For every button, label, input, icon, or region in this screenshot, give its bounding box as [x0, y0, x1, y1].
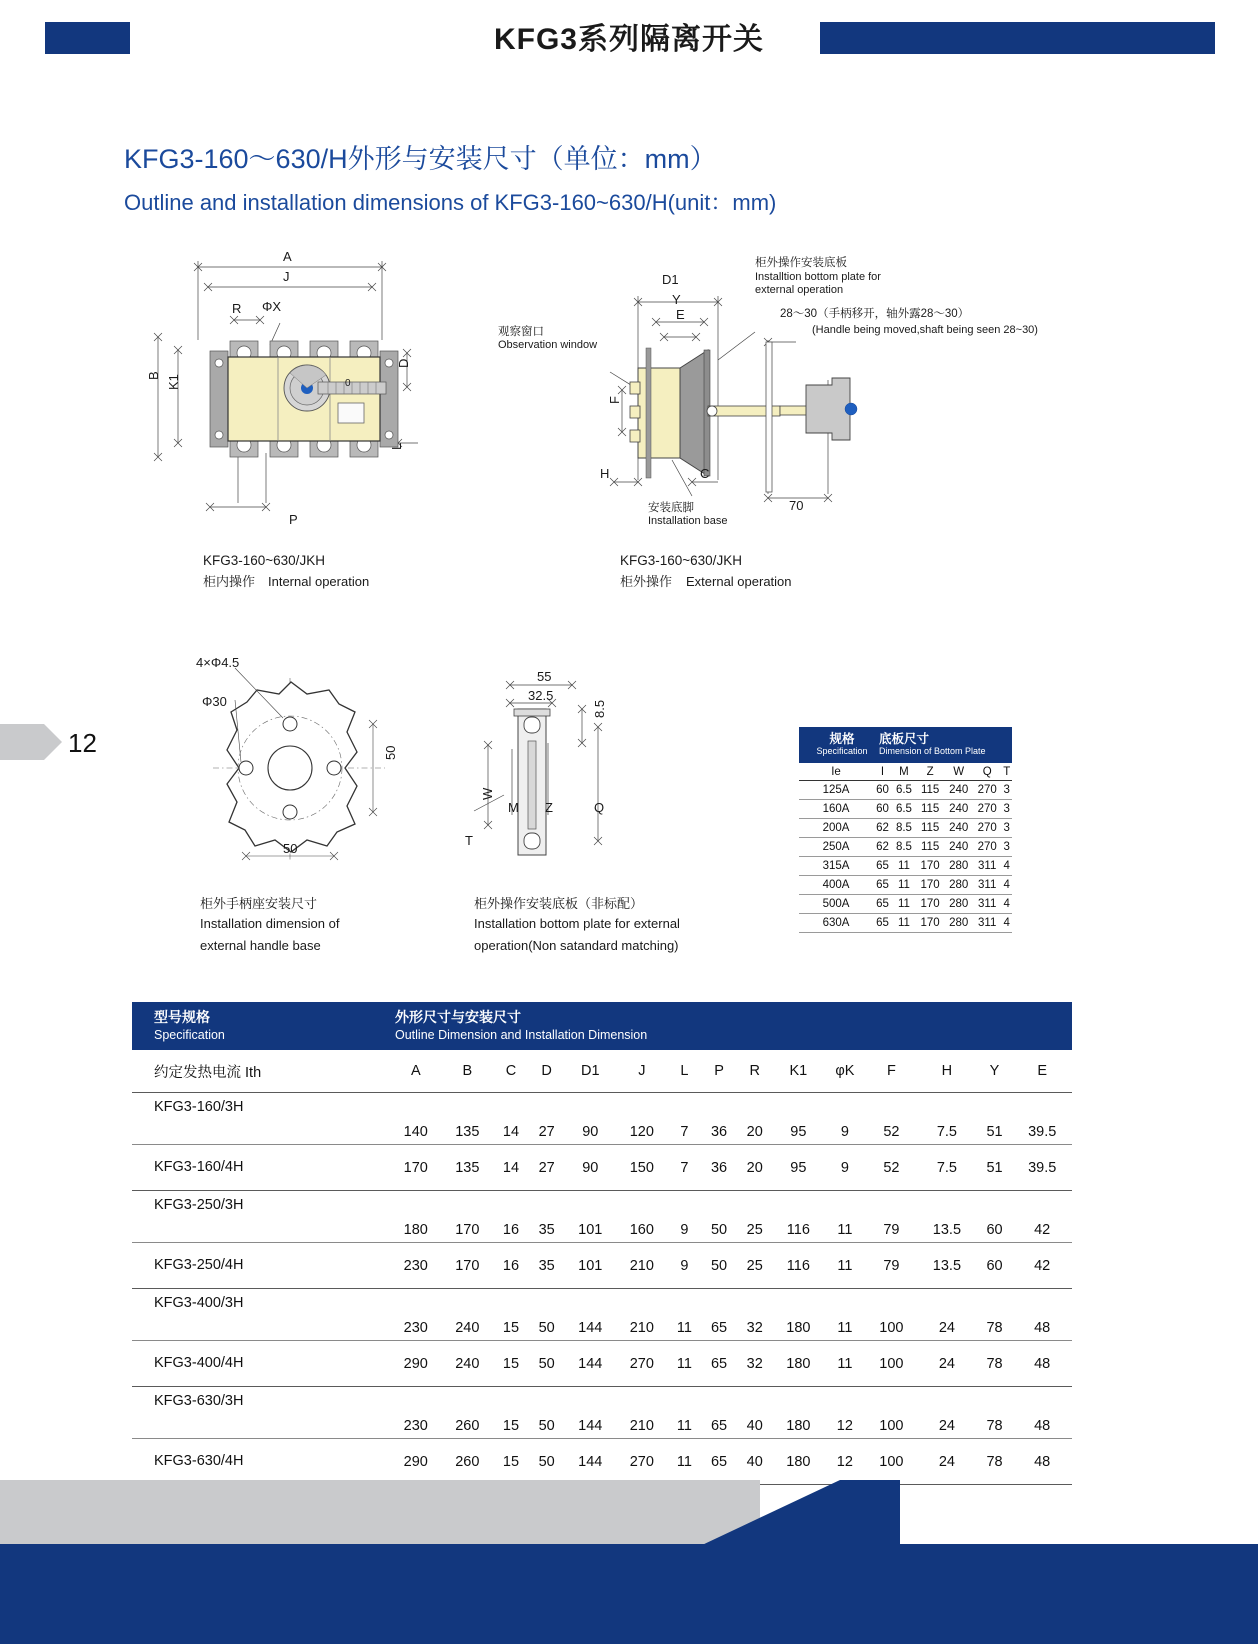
- page-marker-arrow: [0, 718, 62, 766]
- mt-cell-value: 7.5: [936, 1160, 957, 1176]
- section-title-en: Outline and installation dimensions of KFG3-160~630/H(unit：mm): [124, 190, 777, 215]
- mt-column-header: J: [638, 1063, 646, 1079]
- bp-cell-value: 65: [873, 914, 892, 933]
- mt-cell-value: 42: [1034, 1222, 1051, 1238]
- mt-cell-value: 11: [837, 1222, 853, 1238]
- mt-cell-value: 36: [710, 1124, 728, 1140]
- dim-label-K1: K1: [166, 374, 181, 390]
- caption-external-model: KFG3-160~630/JKH: [620, 553, 742, 568]
- mt-cell-value: 11: [676, 1320, 692, 1336]
- bp-cell-value: 170: [916, 895, 945, 914]
- mt-cell-value: 24: [938, 1356, 955, 1372]
- mt-cell-value: 260: [455, 1418, 480, 1434]
- page-title: KFG3系列隔离开关: [493, 23, 764, 56]
- mt-cell-value: 27: [538, 1124, 555, 1140]
- mt-cell-value: 140: [403, 1124, 428, 1140]
- mt-cell-value: 79: [883, 1258, 900, 1274]
- mt-cell-value: 12: [836, 1454, 853, 1470]
- mt-cell-value: 16: [502, 1222, 520, 1238]
- bp-cell-value: 115: [916, 819, 945, 838]
- table-row: [799, 781, 1012, 800]
- bp-cell-spec: 250A: [799, 838, 873, 857]
- bp-cell-value: 280: [944, 857, 973, 876]
- bp-cell-value: 280: [944, 876, 973, 895]
- bp-cell-value: 240: [944, 800, 973, 819]
- mt-head-dim-en: Outline Dimension and Installation Dimension: [395, 1027, 648, 1042]
- mt-cell-value: 65: [710, 1454, 728, 1470]
- mt-cell-value: 50: [710, 1222, 728, 1238]
- mt-cell-value: 11: [676, 1418, 692, 1434]
- note-window-en: Observation window: [498, 339, 598, 351]
- table-row: [799, 876, 1012, 895]
- page-number: 12: [68, 728, 97, 758]
- mt-cell-value: 15: [502, 1320, 520, 1336]
- mt-cell-value: 210: [629, 1320, 654, 1336]
- mt-cell-value: 60: [986, 1258, 1003, 1274]
- bp-cell-value: 170: [916, 914, 945, 933]
- bp-cell-value: 270: [973, 819, 1002, 838]
- caption-external-en: External operation: [686, 574, 792, 589]
- bp-cell-value: 3: [1001, 838, 1012, 857]
- bp-column-header: T: [1001, 763, 1012, 781]
- bp-column-header: M: [892, 763, 916, 781]
- note-plate-en-line2: external operation: [755, 284, 844, 296]
- footer-angle-shape: [700, 1480, 900, 1546]
- bp-cell-value: 270: [973, 800, 1002, 819]
- mt-cell-value: 78: [986, 1356, 1003, 1372]
- bp-cell-value: 65: [873, 895, 892, 914]
- note-shaft-cn: 28～30（手柄移开，轴外露28～30）: [780, 308, 970, 320]
- bp-cell-value: 8.5: [892, 819, 916, 838]
- mt-cell-value: 100: [879, 1356, 904, 1372]
- dim-label-50-horizontal: 50: [283, 841, 298, 856]
- mt-cell-value: 14: [502, 1124, 520, 1140]
- mt-cell-value: 7: [680, 1124, 689, 1140]
- bp-cell-value: 11: [892, 895, 916, 914]
- mt-cell-value: 116: [786, 1258, 810, 1274]
- bp-cell-value: 6.5: [892, 800, 916, 819]
- bp-cell-value: 11: [892, 876, 916, 895]
- mt-cell-value: 12: [836, 1418, 853, 1434]
- bp-column-header: Ie: [799, 763, 873, 781]
- mt-cell-value: 180: [786, 1418, 811, 1434]
- mt-cell-value: 7.5: [936, 1124, 957, 1140]
- bp-cell-value: 115: [916, 781, 945, 800]
- mt-cell-value: 32: [746, 1356, 763, 1372]
- bp-cell-value: 3: [1001, 819, 1012, 838]
- bp-cell-value: 240: [944, 781, 973, 800]
- caption-internal-model: KFG3-160~630/JKH: [203, 553, 325, 568]
- mt-cell-value: 35: [538, 1222, 555, 1238]
- section-title-cn: KFG3-160～630/H外形与安装尺寸（单位：mm）: [124, 144, 717, 174]
- mt-cell-value: 9: [680, 1258, 689, 1274]
- mt-cell-value: 32: [746, 1320, 763, 1336]
- mt-cell-value: 24: [938, 1320, 955, 1336]
- main-dimension-table: [132, 1002, 1072, 1485]
- mt-cell-value: 48: [1034, 1454, 1051, 1470]
- caption-internal-cn: 柜内操作: [203, 574, 256, 589]
- mt-cell-value: 135: [455, 1124, 480, 1140]
- mt-cell-value: 60: [986, 1222, 1003, 1238]
- dim-label-32-5: 32.5: [528, 688, 554, 703]
- mt-cell-value: 144: [578, 1320, 603, 1336]
- bp-cell-value: 4: [1001, 857, 1012, 876]
- dim-label-D1: D1: [662, 272, 679, 287]
- mt-cell-value: 120: [629, 1124, 654, 1140]
- mt-cell-value: 170: [403, 1160, 428, 1176]
- mt-cell-value: 135: [455, 1160, 480, 1176]
- dim-label-holes: 4×Φ4.5: [196, 655, 240, 670]
- mt-cell-value: 51: [986, 1124, 1003, 1140]
- mt-cell-value: 11: [676, 1454, 692, 1470]
- mt-cell-value: 144: [578, 1454, 603, 1470]
- mt-cell-value: 116: [786, 1222, 810, 1238]
- bp-cell-value: 60: [873, 781, 892, 800]
- bp-cell-value: 6.5: [892, 781, 916, 800]
- bp-cell-value: 11: [892, 914, 916, 933]
- bp-cell-value: 311: [973, 876, 1002, 895]
- bp-cell-value: 311: [973, 895, 1002, 914]
- mt-cell-value: 240: [455, 1356, 480, 1372]
- mt-cell-value: 40: [746, 1418, 763, 1434]
- mt-cell-value: 100: [879, 1418, 904, 1434]
- mt-row-label-header: 约定发热电流 Ith: [154, 1064, 262, 1081]
- dim-label-C: C: [700, 466, 710, 481]
- mt-column-header: D: [541, 1063, 552, 1079]
- note-base-cn: 安装底脚: [648, 502, 694, 514]
- mt-column-header: Y: [989, 1063, 1000, 1079]
- dim-label-A: A: [283, 249, 292, 264]
- bp-cell-spec: 160A: [799, 800, 873, 819]
- dim-label-Y: Y: [672, 292, 681, 307]
- mt-cell-value: 170: [455, 1222, 480, 1238]
- mt-cell-value: 27: [538, 1160, 555, 1176]
- table-row: [132, 1243, 1072, 1289]
- dim-label-W: W: [480, 787, 495, 800]
- mt-cell-value: 65: [710, 1320, 728, 1336]
- mt-cell-value: 180: [786, 1356, 811, 1372]
- dim-label-B: B: [146, 371, 161, 380]
- bp-cell-spec: 200A: [799, 819, 873, 838]
- mt-cell-value: 78: [986, 1418, 1003, 1434]
- mt-cell-value: 50: [538, 1418, 555, 1434]
- bp-cell-value: 4: [1001, 914, 1012, 933]
- bp-cell-value: 65: [873, 857, 892, 876]
- mt-cell-value: 13.5: [932, 1222, 962, 1238]
- indicator-zero-label: 0: [345, 378, 351, 389]
- bp-column-header: W: [944, 763, 973, 781]
- bp-cell-value: 240: [944, 819, 973, 838]
- note-shaft-en: (Handle being moved,shaft being seen 28~30): [812, 324, 1038, 336]
- mt-cell-value: 101: [578, 1258, 603, 1274]
- mt-column-header: P: [714, 1063, 724, 1079]
- drawing-internal-operation: [130, 245, 440, 535]
- bp-cell-value: 270: [973, 838, 1002, 857]
- mt-cell-value: 40: [746, 1454, 763, 1470]
- bp-cell-value: 4: [1001, 895, 1012, 914]
- mt-cell-value: 51: [986, 1160, 1003, 1176]
- mt-head-spec-cn: 型号规格: [154, 1009, 210, 1025]
- mt-cell-value: 50: [710, 1258, 728, 1274]
- bottom-plate-table-header: [799, 727, 1012, 763]
- table-row: [799, 895, 1012, 914]
- dim-label-F: F: [607, 396, 622, 404]
- note-base-en: Installation base: [648, 515, 728, 527]
- dim-label-D: D: [396, 358, 411, 368]
- bp-cell-value: 170: [916, 876, 945, 895]
- table-row: [132, 1191, 1072, 1243]
- mt-column-header: E: [1037, 1063, 1048, 1079]
- table-row: [799, 857, 1012, 876]
- caption-handle-base-en2: external handle base: [200, 938, 321, 953]
- mt-cell-value: 100: [879, 1320, 904, 1336]
- bp-cell-value: 240: [944, 838, 973, 857]
- bp-head-spec-cn: 规格: [829, 732, 855, 746]
- footer-gray-band: [0, 1480, 760, 1544]
- mt-cell-value: 14: [502, 1160, 520, 1176]
- mt-model-name: KFG3-250/4H: [154, 1257, 244, 1273]
- bp-cell-value: 65: [873, 876, 892, 895]
- mt-cell-value: 270: [629, 1454, 654, 1470]
- main-table-header: [132, 1002, 1072, 1050]
- mt-cell-value: 180: [786, 1320, 811, 1336]
- mt-cell-value: 13.5: [932, 1258, 962, 1274]
- drawing-handle-base: [195, 660, 415, 880]
- mt-cell-value: 11: [676, 1356, 692, 1372]
- mt-column-header: H: [941, 1063, 953, 1079]
- mt-column-header: L: [680, 1063, 689, 1079]
- bp-cell-value: 8.5: [892, 838, 916, 857]
- mt-model-name: KFG3-250/3H: [154, 1197, 244, 1213]
- mt-cell-value: 230: [403, 1320, 428, 1336]
- mt-cell-value: 90: [582, 1124, 599, 1140]
- mt-cell-value: 101: [578, 1222, 603, 1238]
- dim-label-J: J: [283, 269, 290, 284]
- note-plate-en-line1: Installtion bottom plate for: [755, 271, 881, 283]
- mt-cell-value: 39.5: [1028, 1160, 1057, 1176]
- caption-internal-en: Internal operation: [268, 574, 370, 589]
- mt-model-name: KFG3-630/4H: [154, 1453, 244, 1469]
- bp-column-header: Q: [973, 763, 1002, 781]
- mt-column-header: R: [749, 1063, 760, 1079]
- dim-label-E: E: [676, 307, 685, 322]
- mt-cell-value: 210: [629, 1418, 654, 1434]
- caption-handle-base-en1: Installation dimension of: [200, 916, 340, 931]
- mt-cell-value: 50: [538, 1356, 555, 1372]
- bp-cell-value: 60: [873, 800, 892, 819]
- bp-head-dim-en: Dimension of Bottom Plate: [879, 746, 986, 757]
- table-row: [132, 1289, 1072, 1341]
- mt-column-header: φK: [835, 1063, 855, 1079]
- mt-cell-value: 90: [582, 1160, 599, 1176]
- dim-label-50-vertical: 50: [383, 745, 398, 760]
- mt-cell-value: 50: [538, 1320, 555, 1336]
- mt-cell-value: 95: [790, 1124, 807, 1140]
- caption-bottom-plate-en1: Installation bottom plate for external: [474, 916, 680, 931]
- mt-cell-value: 9: [840, 1124, 849, 1140]
- bp-cell-spec: 500A: [799, 895, 873, 914]
- mt-cell-value: 144: [578, 1356, 603, 1372]
- mt-cell-value: 15: [502, 1418, 520, 1434]
- mt-cell-value: 9: [680, 1222, 689, 1238]
- mt-cell-value: 160: [629, 1222, 654, 1238]
- bp-cell-value: 311: [973, 857, 1002, 876]
- mt-cell-value: 230: [403, 1258, 428, 1274]
- caption-bottom-plate-en2: operation(Non satandard matching): [474, 938, 679, 953]
- mt-cell-value: 11: [837, 1258, 853, 1274]
- mt-cell-value: 20: [746, 1160, 763, 1176]
- bp-head-dim-cn: 底板尺寸: [879, 732, 930, 746]
- table-row: [132, 1145, 1072, 1191]
- mt-cell-value: 144: [578, 1418, 603, 1434]
- table-row: [132, 1093, 1072, 1145]
- mt-cell-value: 170: [455, 1258, 480, 1274]
- mt-cell-value: 95: [790, 1160, 807, 1176]
- bp-cell-value: 170: [916, 857, 945, 876]
- caption-external-cn: 柜外操作: [620, 574, 673, 589]
- dim-label-L: L: [389, 442, 404, 450]
- mt-cell-value: 48: [1034, 1356, 1051, 1372]
- mt-column-header: B: [462, 1063, 473, 1079]
- bp-cell-value: 270: [973, 781, 1002, 800]
- mt-column-header: F: [886, 1063, 896, 1079]
- mt-head-spec-en: Specification: [154, 1027, 225, 1042]
- table-row: [799, 819, 1012, 838]
- dim-label-M: M: [508, 800, 519, 815]
- mt-cell-value: 15: [502, 1356, 520, 1372]
- mt-cell-value: 11: [837, 1320, 853, 1336]
- mt-model-name: KFG3-630/3H: [154, 1393, 244, 1409]
- bp-cell-value: 11: [892, 857, 916, 876]
- bp-cell-value: 3: [1001, 781, 1012, 800]
- bp-cell-spec: 125A: [799, 781, 873, 800]
- mt-cell-value: 78: [986, 1454, 1003, 1470]
- bp-head-spec-en: Specification: [816, 746, 868, 757]
- mt-cell-value: 180: [403, 1222, 428, 1238]
- mt-cell-value: 48: [1034, 1320, 1051, 1336]
- dim-label-70: 70: [789, 498, 804, 513]
- bp-cell-value: 115: [916, 800, 945, 819]
- mt-cell-value: 15: [502, 1454, 520, 1470]
- dim-label-T: T: [465, 833, 473, 848]
- bp-column-header: Z: [916, 763, 945, 781]
- mt-column-header: K1: [789, 1063, 808, 1079]
- mt-cell-value: 9: [840, 1160, 849, 1176]
- mt-cell-value: 16: [502, 1258, 520, 1274]
- dim-label-phi30: Φ30: [202, 694, 227, 709]
- bp-cell-spec: 315A: [799, 857, 873, 876]
- bp-cell-spec: 630A: [799, 914, 873, 933]
- mt-column-header: C: [505, 1063, 517, 1079]
- mt-cell-value: 50: [538, 1454, 555, 1470]
- bp-cell-value: 280: [944, 895, 973, 914]
- mt-cell-value: 290: [403, 1454, 428, 1470]
- mt-cell-value: 48: [1034, 1418, 1051, 1434]
- mt-column-header: A: [410, 1063, 421, 1079]
- mt-cell-value: 78: [986, 1320, 1003, 1336]
- mt-model-name: KFG3-400/3H: [154, 1295, 244, 1311]
- mt-cell-value: 24: [938, 1418, 955, 1434]
- mt-cell-value: 7: [680, 1160, 689, 1176]
- mt-cell-value: 52: [883, 1124, 900, 1140]
- note-window-cn: 观察窗口: [498, 326, 544, 338]
- bp-cell-value: 62: [873, 819, 892, 838]
- dim-label-Z: Z: [545, 800, 553, 815]
- bp-cell-value: 311: [973, 914, 1002, 933]
- note-plate-cn: 柜外操作安装底板: [755, 257, 847, 269]
- bp-cell-value: 3: [1001, 800, 1012, 819]
- bp-cell-value: 62: [873, 838, 892, 857]
- caption-handle-base-cn: 柜外手柄座安装尺寸: [200, 896, 318, 911]
- mt-model-name: KFG3-160/4H: [154, 1159, 244, 1175]
- mt-cell-value: 52: [883, 1160, 900, 1176]
- mt-cell-value: 42: [1034, 1258, 1051, 1274]
- table-row: [132, 1439, 1072, 1485]
- mt-cell-value: 290: [403, 1356, 428, 1372]
- table-row: [799, 838, 1012, 857]
- mt-cell-value: 65: [710, 1356, 728, 1372]
- table-row: [132, 1387, 1072, 1439]
- mt-cell-value: 240: [455, 1320, 480, 1336]
- mt-column-header-row: [132, 1050, 1072, 1093]
- mt-cell-value: 25: [746, 1222, 763, 1238]
- dim-label-phi-x: ΦX: [262, 299, 282, 314]
- footer-blue-band: [0, 1544, 1258, 1644]
- mt-head-dim-cn: 外形尺寸与安装尺寸: [395, 1009, 521, 1025]
- mt-cell-value: 210: [629, 1258, 654, 1274]
- table-row: [799, 914, 1012, 933]
- mt-cell-value: 35: [538, 1258, 555, 1274]
- mt-cell-value: 79: [883, 1222, 900, 1238]
- bp-column-header: I: [873, 763, 892, 781]
- mt-cell-value: 25: [746, 1258, 763, 1274]
- mt-cell-value: 11: [837, 1356, 853, 1372]
- bp-cell-value: 4: [1001, 876, 1012, 895]
- mt-cell-value: 180: [786, 1454, 811, 1470]
- dim-label-Q: Q: [594, 800, 605, 815]
- dim-label-55: 55: [537, 669, 552, 684]
- bottom-plate-dimension-table: [799, 727, 1012, 933]
- mt-cell-value: 65: [710, 1418, 728, 1434]
- table-row: [132, 1341, 1072, 1387]
- mt-cell-value: 230: [403, 1418, 428, 1434]
- dim-label-R: R: [232, 301, 242, 316]
- mt-cell-value: 20: [746, 1124, 763, 1140]
- mt-cell-value: 36: [710, 1160, 728, 1176]
- bp-cell-value: 280: [944, 914, 973, 933]
- drawing-bottom-plate: [460, 665, 660, 880]
- table-row: [799, 800, 1012, 819]
- mt-cell-value: 24: [938, 1454, 955, 1470]
- mt-cell-value: 260: [455, 1454, 480, 1470]
- bp-column-header-row: [799, 763, 1012, 781]
- mt-cell-value: 100: [879, 1454, 904, 1470]
- caption-bottom-plate-cn: 柜外操作安装底板（非标配）: [474, 896, 644, 911]
- mt-cell-value: 270: [629, 1356, 654, 1372]
- mt-column-header: D1: [581, 1063, 600, 1079]
- mt-cell-value: 39.5: [1028, 1124, 1057, 1140]
- bp-cell-spec: 400A: [799, 876, 873, 895]
- dim-label-P: P: [289, 512, 298, 527]
- dim-label-8-5: 8.5: [592, 699, 607, 718]
- mt-model-name: KFG3-160/3H: [154, 1099, 244, 1115]
- bp-cell-value: 115: [916, 838, 945, 857]
- mt-model-name: KFG3-400/4H: [154, 1355, 244, 1371]
- mt-cell-value: 150: [629, 1160, 654, 1176]
- dim-label-H: H: [600, 466, 610, 481]
